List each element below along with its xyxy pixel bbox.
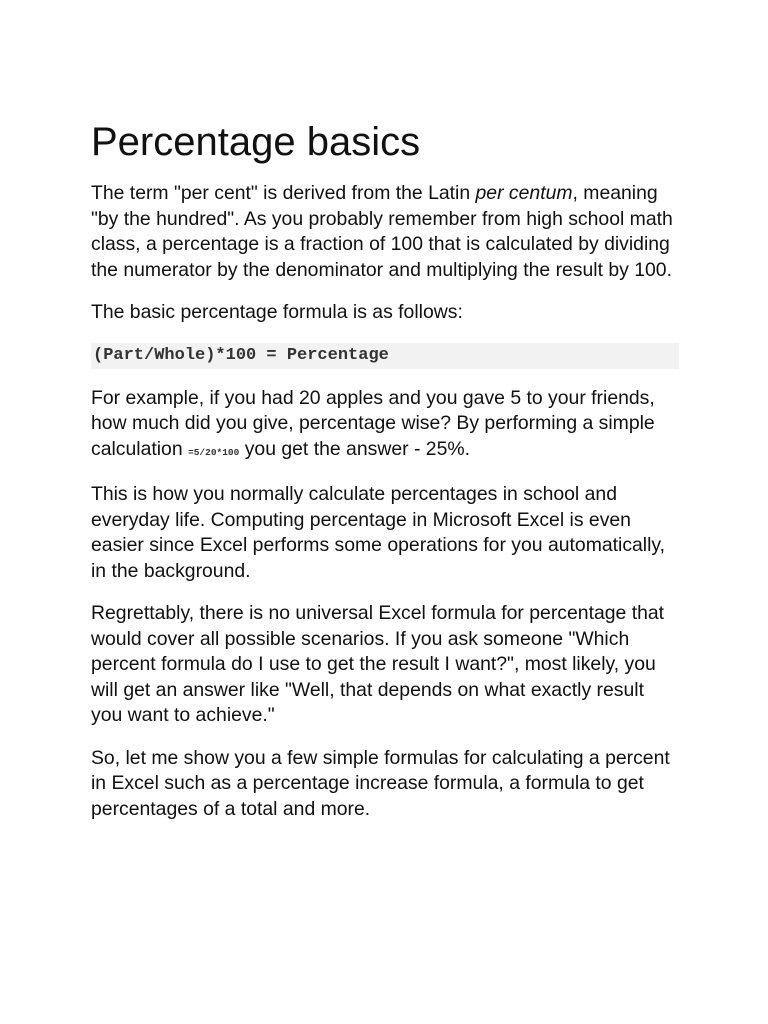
- formula-code-block: (Part/Whole)*100 = Percentage: [91, 343, 679, 369]
- school-paragraph: This is how you normally calculate percentages in school and everyday life. Computing percentage in Microsoft Excel is even easier since Excel performs some operations for you automatically, in the background.: [91, 483, 666, 582]
- article-body: [91, 181, 679, 839]
- no-universal-formula-paragraph: Regrettably, there is no universal Excel formula for percentage that would cover all possible scenarios. If you ask someone "Which percent formula do I use to get the result I want?", most likely, you will get an answer like "Well, that depends on what exactly result you want to achieve.": [91, 602, 665, 726]
- example-paragraph: [91, 386, 679, 466]
- intro-text-start: The term "per cent" is derived from the Latin: [91, 182, 476, 204]
- page-title: Percentage basics: [91, 120, 421, 164]
- latin-term: per centum: [475, 182, 573, 204]
- example-text-start: For example, if you had 20 apples and you gave 5 to your friends, how much did you give, percentage wise? By performing a simple calculation: [91, 386, 655, 460]
- formula-intro-paragraph: The basic percentage formula is as follows:: [91, 301, 463, 323]
- inline-formula: =5/20*100: [188, 446, 240, 458]
- example-text-end: you get the answer - 25%.: [239, 437, 470, 460]
- closing-paragraph: So, let me show you a few simple formulas for calculating a percent in Excel such as a percentage increase formula, a formula to get percentages of a total and more.: [91, 746, 670, 820]
- intro-paragraph: [91, 181, 679, 283]
- intro-text-end: , meaning "by the hundred". As you probably remember from high school math class, a percentage is a fraction of 100 that is calculated by dividing the numerator by the denominator and multiplying the result by 100.: [91, 182, 673, 281]
